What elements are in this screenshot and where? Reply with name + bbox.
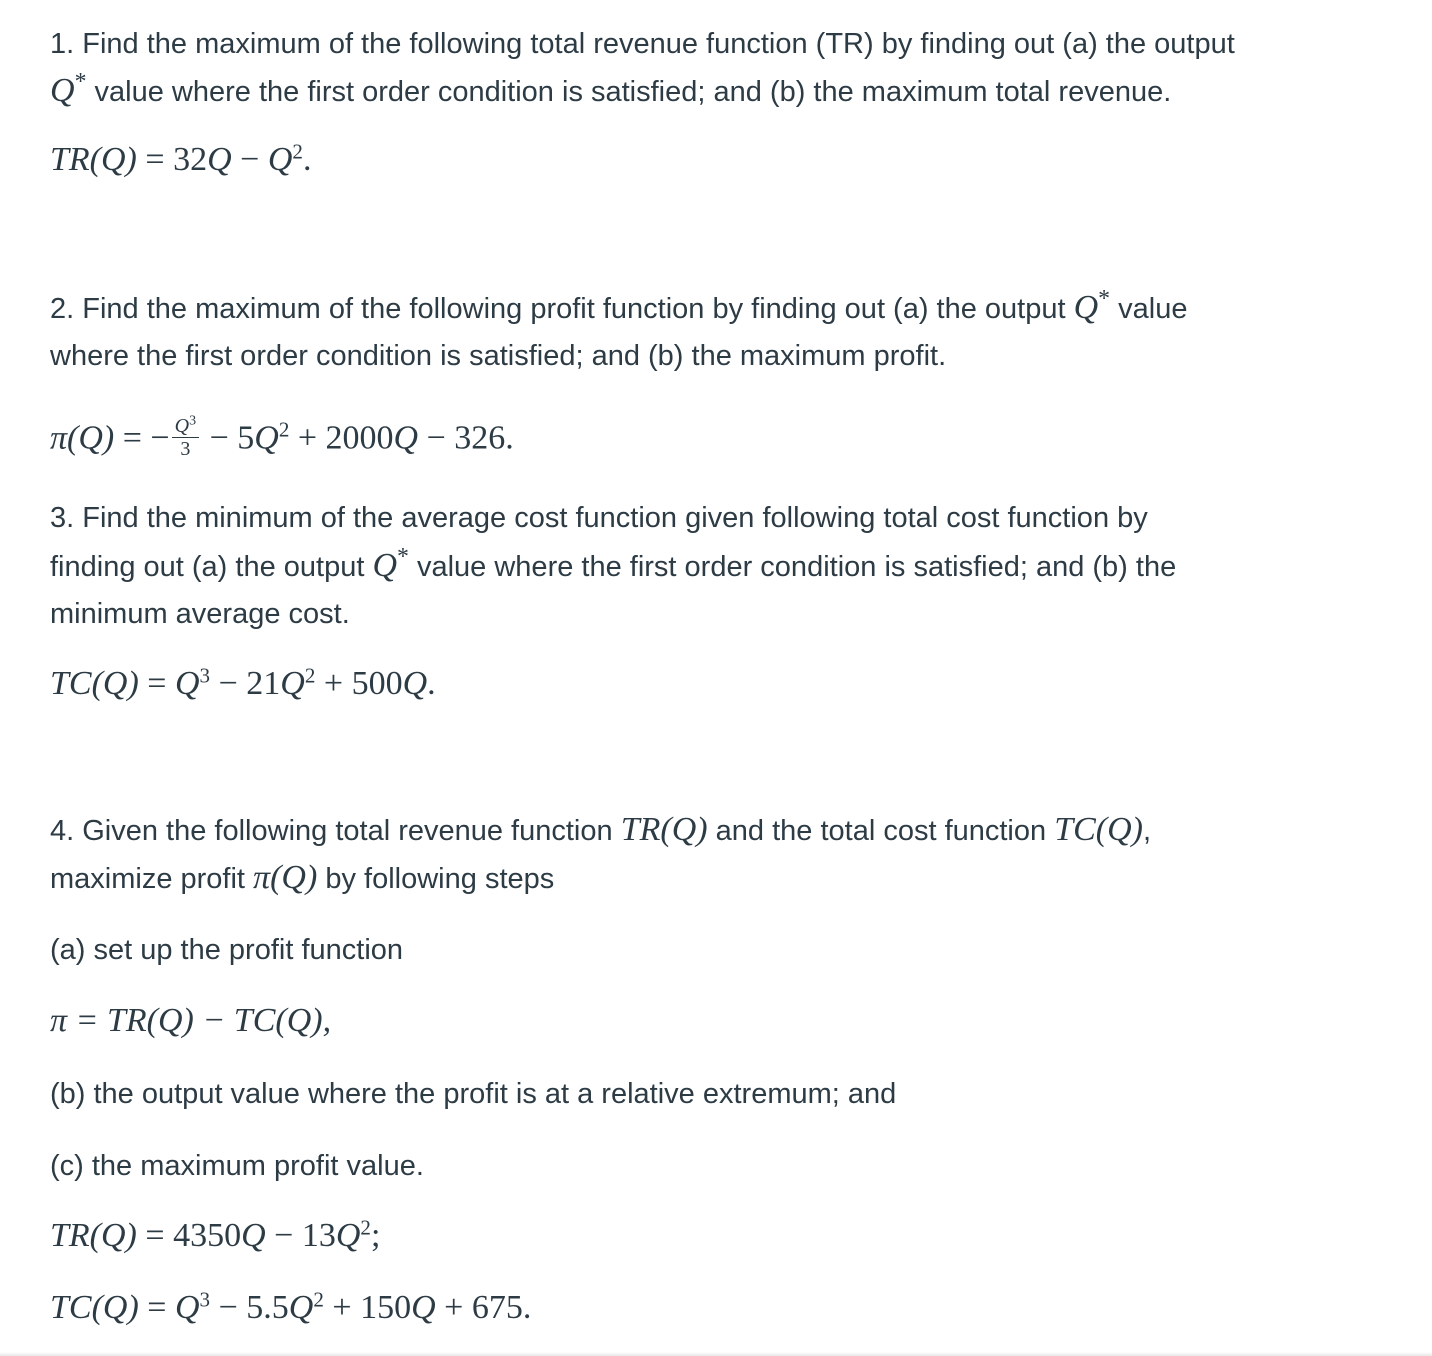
q-star-symbol: Q* [50, 69, 87, 109]
problem-4-step-b: (b) the output value where the profit is at a relative extremum; and [50, 1078, 897, 1110]
problem-3-line-3: minimum average cost. [50, 598, 350, 630]
problem-3-equation: $TC(Q) = Q^3 - 21Q^2 + 500Q$. [50, 663, 436, 702]
tc-equation: $TC(Q) = Q^3 - 5.5Q^2 + 150Q + 675$. [50, 1287, 532, 1326]
bottom-edge [0, 1352, 1432, 1356]
problem-1-line-1 [50, 24, 1235, 64]
profit-equation: π = TR(Q) − TC(Q), [50, 1002, 332, 1039]
problem-3-line-2: finding out (a) the output Q* value where the first order condition is satisfied; and (b) the [50, 544, 1177, 584]
problem-1-line-2 [50, 71, 1171, 112]
problem-3-line-1 [50, 498, 1148, 538]
problem-4-step-a: (a) set up the profit function [50, 934, 404, 966]
tr-equation: $TR(Q) = 4350Q - 13Q^2$; [50, 1215, 381, 1254]
fraction: $\frac{Q^3}{3}$ [172, 415, 199, 460]
problem-2-line-1: 2. Find the maximum of the following profit function by finding out (a) the output Q* value [50, 286, 1188, 326]
problem-4-step-c: (c) the maximum profit value. [50, 1150, 424, 1182]
q-star-symbol: Q* [372, 544, 409, 584]
problem-2-equation: π(Q) = − $\frac{Q^3}{3}$ − $5Q^2 + 2000Q - 326$. [50, 413, 514, 460]
problem-2-line-2 [50, 336, 946, 376]
problem-3-text: 3. Find the minimum of the average cost function given following total cost function by [50, 502, 1148, 534]
problem-1-text: 1. Find the maximum of the following total revenue function (TR) by finding out (a) the output [50, 28, 1235, 60]
problem-1-equation: $TR(Q) = 32Q - Q^2$. [50, 139, 312, 178]
problem-2-text-cont: where the first order condition is satisfied; and (b) the maximum profit. [50, 340, 947, 372]
problem-4-line-2: maximize profit π(Q) by following steps [50, 859, 555, 896]
problem-1-text-cont: value where the first order condition is satisfied; and (b) the maximum total revenue. [86, 76, 1172, 108]
q-star-symbol: Q* [1073, 286, 1111, 326]
problem-2-text: 2. Find the maximum of the following profit function by finding out (a) the output [50, 293, 1074, 325]
problem-4-line-1: 4. Given the following total revenue function TR(Q) and the total cost function TC(Q), [50, 811, 1152, 848]
